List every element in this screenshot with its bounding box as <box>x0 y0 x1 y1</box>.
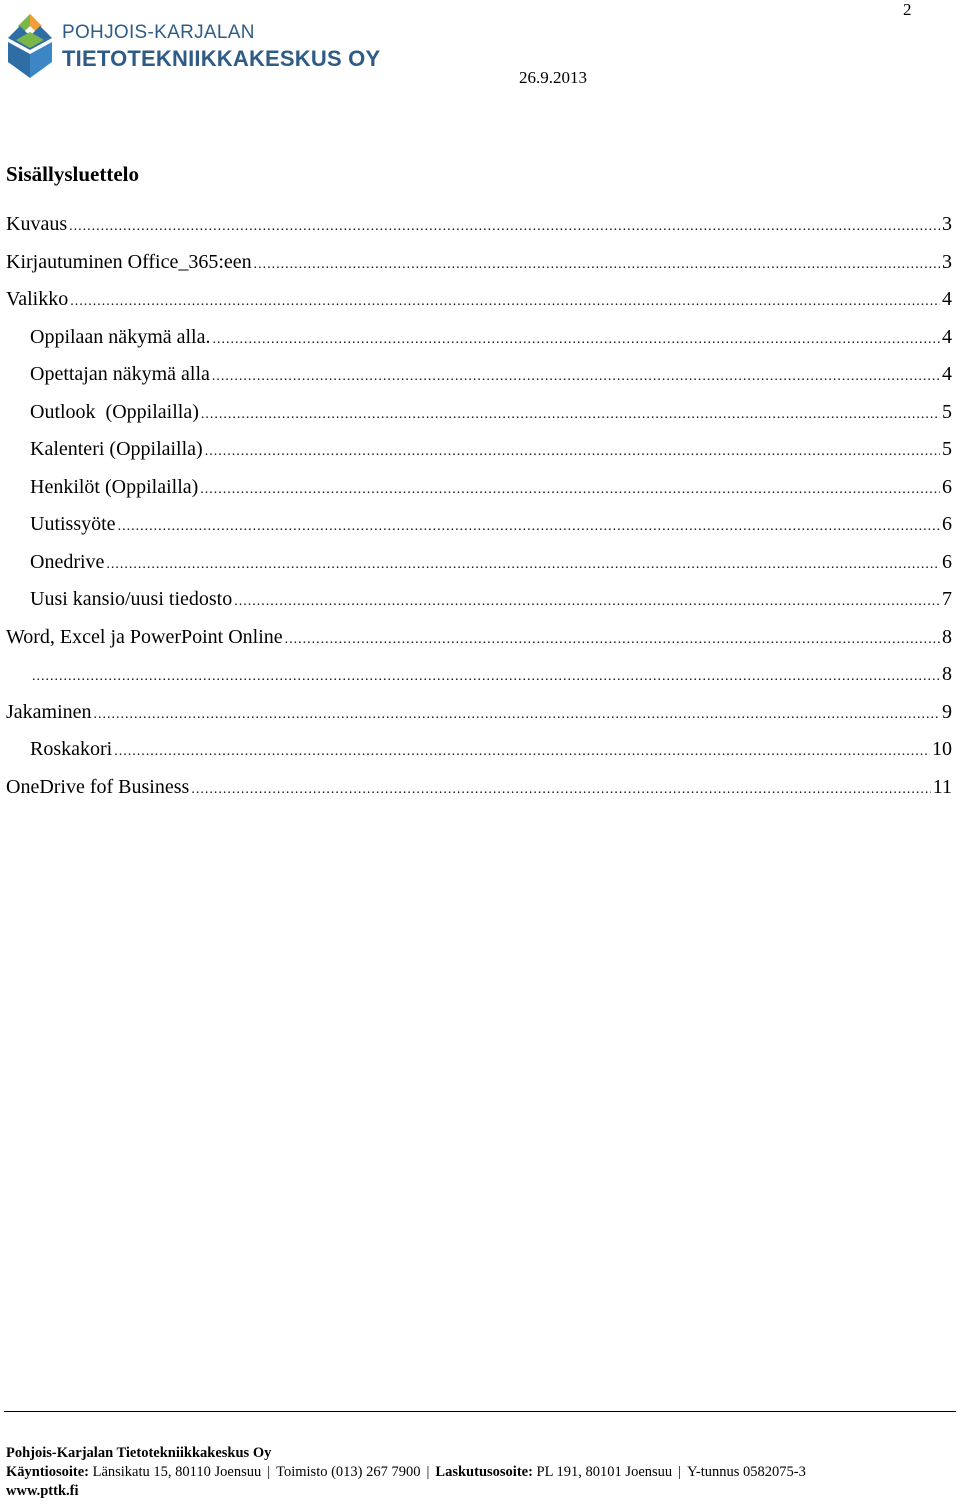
logo-text-bottom: TIETOTEKNIIKKAKESKUS OY <box>62 46 381 71</box>
toc-entry-page: 7 <box>942 588 952 610</box>
logo-emblem-icon <box>6 12 54 80</box>
toc-leader <box>118 519 940 535</box>
toc-entry-page: 8 <box>942 663 952 685</box>
footer-divider <box>4 1411 956 1412</box>
toc-leader <box>205 444 940 460</box>
toc-entry-label: Jakaminen <box>6 700 92 723</box>
toc-entry[interactable] <box>6 513 952 551</box>
toc-entry-label: Roskakori <box>30 738 113 760</box>
page-footer: Pohjois-Karjalan Tietotekniikkakeskus Oy Käyntiosoite: Länsikatu 15, 80110 Joensuu | Toimisto (013) 267 7900 | Laskutusosoite: PL 191, 80101 Joensuu | Y-tunnus 0582075-3 www.pttk.fi <box>6 1445 806 1499</box>
toc-entry[interactable] <box>6 588 952 626</box>
footer-company: Pohjois-Karjalan Tietotekniikkakeskus Oy <box>6 1445 272 1461</box>
toc-entry-page: 9 <box>942 700 952 723</box>
toc-entry[interactable] <box>6 701 952 739</box>
footer-visit-address: Länsikatu 15, 80110 Joensuu <box>92 1464 262 1480</box>
toc-entry-page: 6 <box>942 513 952 535</box>
toc-entry-page: 6 <box>942 550 952 573</box>
toc-leader <box>212 369 940 385</box>
toc-entry-page: 3 <box>942 213 952 235</box>
toc-entry-label: Kalenteri (Oppilailla) <box>30 438 203 460</box>
toc-leader <box>213 332 941 348</box>
table-of-contents <box>6 213 952 813</box>
toc-leader <box>200 482 940 498</box>
toc-entry[interactable] <box>6 438 952 476</box>
toc-entry-label: OneDrive fof Business <box>6 775 190 798</box>
toc-entry[interactable] <box>6 213 952 251</box>
toc-entry[interactable] <box>6 551 952 589</box>
toc-entry[interactable] <box>6 663 952 701</box>
footer-visit-label: Käyntiosoite: <box>6 1464 89 1480</box>
toc-leader <box>254 257 940 273</box>
toc-leader <box>94 707 940 723</box>
toc-leader <box>114 744 930 760</box>
company-logo <box>6 12 386 82</box>
toc-entry[interactable] <box>6 251 952 289</box>
toc-entry[interactable] <box>6 288 952 326</box>
logo-text-top: POHJOIS-KARJALAN <box>62 22 255 43</box>
toc-entry-page: 4 <box>942 325 952 348</box>
toc-entry-label: Valikko <box>6 288 69 310</box>
toc-entry-label: Opettajan näkymä alla <box>30 363 210 385</box>
footer-office-phone: Toimisto (013) 267 7900 <box>276 1464 421 1480</box>
toc-entry-page: 6 <box>942 475 952 498</box>
toc-entry-label: Outlook (Oppilailla) <box>30 400 199 423</box>
toc-entry-page: 3 <box>942 250 952 273</box>
toc-entry-label: Onedrive <box>30 550 105 573</box>
toc-entry-page: 4 <box>942 363 952 385</box>
footer-business-id: Y-tunnus 0582075-3 <box>687 1464 806 1480</box>
toc-entry[interactable] <box>6 738 952 776</box>
toc-entry[interactable] <box>6 326 952 364</box>
toc-entry-label: Word, Excel ja PowerPoint Online <box>6 625 283 648</box>
toc-heading: Sisällysluettelo <box>6 162 140 186</box>
toc-leader <box>201 407 940 423</box>
toc-leader <box>285 632 940 648</box>
toc-entry-page: 5 <box>942 400 952 423</box>
toc-entry-label: Kirjautuminen Office_365:een <box>6 250 252 273</box>
toc-leader <box>191 782 930 798</box>
toc-entry-label: Uusi kansio/uusi tiedosto <box>30 588 233 610</box>
toc-entry-label: Uutissyöte <box>30 513 116 535</box>
toc-entry[interactable] <box>6 363 952 401</box>
toc-entry-label: Kuvaus <box>6 213 68 235</box>
toc-leader <box>106 557 940 573</box>
toc-entry[interactable] <box>6 476 952 514</box>
toc-leader <box>32 669 940 685</box>
toc-entry[interactable] <box>6 626 952 664</box>
toc-entry-label: Oppilaan näkymä alla. <box>30 325 211 348</box>
toc-leader <box>70 294 940 310</box>
footer-billing-address: PL 191, 80101 Joensuu <box>536 1464 673 1480</box>
toc-leader <box>234 594 940 610</box>
toc-entry-page: 8 <box>942 625 952 648</box>
toc-entry[interactable] <box>6 776 952 814</box>
toc-entry-page: 10 <box>932 738 952 760</box>
toc-entry-label: Henkilöt (Oppilailla) <box>30 475 199 498</box>
toc-entry-page: 11 <box>932 775 952 798</box>
page-number: 2 <box>903 0 912 19</box>
footer-website-link[interactable]: www.pttk.fi <box>6 1483 79 1499</box>
toc-entry[interactable] <box>6 401 952 439</box>
toc-leader <box>69 219 940 235</box>
toc-entry-page: 4 <box>942 288 952 310</box>
toc-entry-page: 5 <box>942 438 952 460</box>
header-date: 26.9.2013 <box>519 68 587 87</box>
footer-billing-label: Laskutusosoite: <box>435 1464 533 1480</box>
